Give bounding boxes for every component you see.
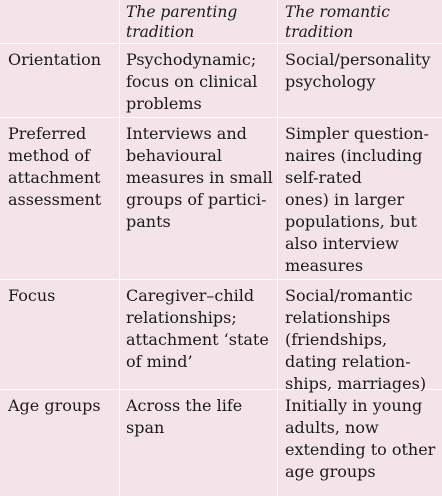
parenting-cell: Caregiver–child relationships; attachment ‘state of mind’: [120, 280, 278, 389]
parenting-cell: Psychodynamic; focus on clinical problems: [120, 44, 278, 117]
header-cell-parenting: The parenting tradition: [120, 0, 278, 43]
row-label: Focus: [0, 280, 120, 389]
table-row-age-groups: [0, 390, 442, 496]
header-cell-romantic: The romantic tradition: [285, 3, 390, 41]
parenting-cell: Across the life span: [120, 390, 278, 496]
romantic-cell: Social/romantic relationships (friendships, dating relation- ships, marriages): [285, 286, 427, 393]
row-label: Orientation: [0, 44, 120, 117]
parenting-cell: Interviews and behavioural measures in small groups of partici- pants: [120, 118, 278, 279]
table-row-orientation: [0, 44, 442, 118]
table-header-row: [0, 0, 442, 44]
romantic-cell: Social/personality psychology: [285, 50, 431, 91]
romantic-cell: Simpler question- naires (including self-rated ones) in larger populations, but also interview measures: [285, 124, 429, 275]
row-label: Preferred method of attachment assessment: [0, 118, 120, 279]
row-label: Age groups: [0, 390, 120, 496]
table-row-focus: [0, 280, 442, 393]
table-row-assessment: [0, 118, 442, 280]
header-cell-empty: [0, 0, 120, 43]
romantic-cell: Initially in young adults, now extending to other age groups: [285, 396, 436, 481]
